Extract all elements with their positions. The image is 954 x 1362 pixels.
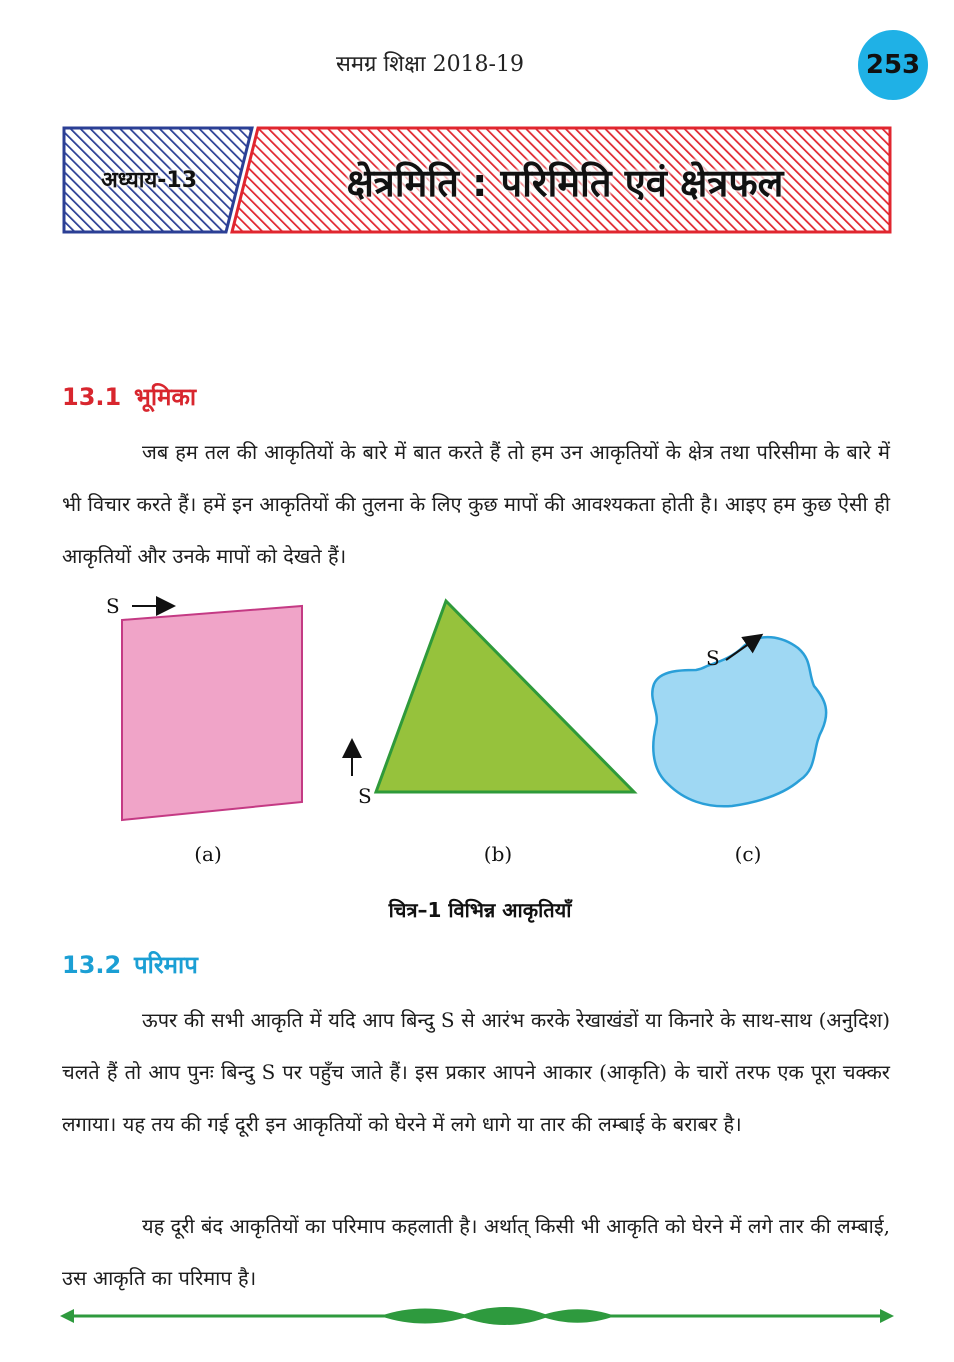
paragraph-text: यह दूरी बंद आकृतियों का परिमाप कहलाती है। अर्थात् किसी भी आकृति को घेरने में लगे तार की लम्बाई, उस आकृति का परिमाप है। (62, 1214, 890, 1290)
intro-paragraph (62, 426, 890, 582)
page-number-badge: 253 (858, 30, 928, 100)
paragraph-text: ऊपर की सभी आकृति में यदि आप बिन्दु S से आरंभ करके रेखाखंडों या किनारे के साथ-साथ (अनुदिश) चलते हैं तो आप पुनः बिन्दु S पर पहुँच जाते हैं। इस प्रकार आपने आकार (आकृति) के चारों तरफ एक पूरा चक्कर लगाया। यह तय की गई दूरी इन आकृतियों को घेरने में लगे धागे या तार की लम्बाई के बराबर है। (62, 1008, 890, 1136)
section-title: परिमाप (134, 951, 198, 979)
figure-label-a: (a) (194, 842, 222, 866)
decorative-footer-rule (60, 1296, 894, 1336)
chapter-title: क्षेत्रमिति : परिमिति एवं क्षेत्रफल (346, 161, 784, 205)
quadrilateral-shape (122, 606, 302, 820)
section-number: 13.1 (62, 383, 122, 411)
triangle-shape (376, 601, 634, 792)
start-point-label-a: S (106, 594, 120, 618)
start-point-label-c: S (706, 646, 720, 670)
chapter-banner (0, 0, 954, 260)
perimeter-paragraph-2 (62, 1200, 890, 1304)
chapter-label: अध्याय-13 (100, 168, 198, 193)
section-title: भूमिका (134, 383, 197, 411)
running-head: समग्र शिक्षा 2018-19 (336, 52, 524, 77)
figure-caption: चित्र–1 विभिन्न आकृतियाँ (388, 898, 572, 922)
section-number: 13.2 (62, 951, 122, 979)
shapes-figure (0, 590, 954, 850)
section-heading-perimeter (62, 948, 198, 981)
irregular-blob-shape (652, 637, 826, 806)
section-heading-intro (62, 380, 196, 413)
start-point-label-b: S (358, 784, 372, 808)
paragraph-text: जब हम तल की आकृतियों के बारे में बात करते हैं तो हम उन आकृतियों के क्षेत्र तथा परिसीमा के बारे में भी विचार करते हैं। हमें इन आकृतियों की तुलना के लिए कुछ मापों की आवश्यकता होती है। आइए हम कुछ ऐसी ही आकृतियों और उनके मापों को देखते हैं। (62, 440, 890, 568)
figure-label-c: (c) (734, 842, 762, 866)
perimeter-paragraph-1 (62, 994, 890, 1150)
figure-label-b: (b) (483, 842, 513, 866)
